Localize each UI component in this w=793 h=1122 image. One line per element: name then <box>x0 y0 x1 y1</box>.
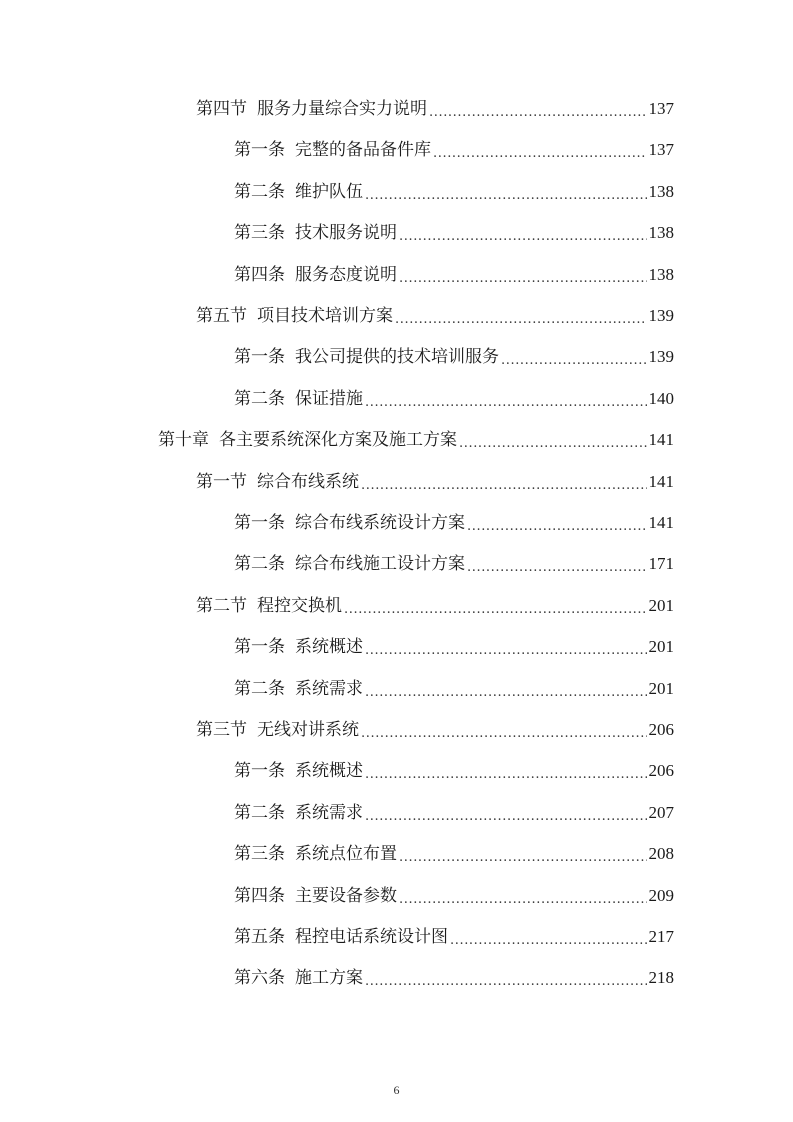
toc-entry-page: 208 <box>648 844 674 863</box>
dot-leader <box>361 467 647 497</box>
toc-entry-title: 服务态度说明 <box>295 265 397 285</box>
toc-entry-page: 207 <box>648 803 674 822</box>
toc-entry-page: 201 <box>648 596 674 615</box>
toc-entry[interactable] <box>234 549 674 579</box>
dot-leader <box>399 839 647 869</box>
toc-entry-number: 第三节 <box>196 720 247 740</box>
toc-entry-title: 程控交换机 <box>257 596 342 616</box>
toc-entry[interactable] <box>234 963 674 993</box>
dot-leader <box>467 508 647 538</box>
toc-entry-number: 第五节 <box>196 306 247 326</box>
toc-entry-page: 141 <box>648 513 674 532</box>
dot-leader <box>399 881 647 911</box>
toc-entry-number: 第三条 <box>234 223 285 243</box>
toc-entry-page: 209 <box>648 886 674 905</box>
dot-leader <box>450 922 647 952</box>
toc-entry[interactable] <box>158 425 674 455</box>
toc-entry-title: 综合布线施工设计方案 <box>295 554 465 574</box>
toc-entry[interactable] <box>196 467 674 497</box>
toc-entry-page: 139 <box>648 347 674 366</box>
dot-leader <box>365 384 647 414</box>
toc-entry-number: 第一条 <box>234 347 285 367</box>
toc-entry-number: 第四节 <box>196 99 247 119</box>
page-number: 6 <box>393 1083 400 1097</box>
toc-entry[interactable] <box>234 342 674 372</box>
toc-entry[interactable] <box>234 508 674 538</box>
toc-entry-title: 施工方案 <box>295 968 363 988</box>
toc-entry-title: 系统概述 <box>295 761 363 781</box>
toc-entry-page: 206 <box>648 720 674 739</box>
toc-entry-page: 137 <box>648 99 674 118</box>
toc-entry-number: 第二条 <box>234 389 285 409</box>
toc-entry-number: 第三条 <box>234 844 285 864</box>
toc-entry[interactable] <box>196 94 674 124</box>
dot-leader <box>429 94 647 124</box>
dot-leader <box>399 260 647 290</box>
toc-entry-number: 第四条 <box>234 886 285 906</box>
toc-entry[interactable] <box>234 756 674 786</box>
toc-entry[interactable] <box>234 922 674 952</box>
toc-entry-number: 第一节 <box>196 472 247 492</box>
toc-entry-title: 完整的备品备件库 <box>295 140 431 160</box>
toc-entry-page: 218 <box>648 968 674 987</box>
toc-entry-title: 我公司提供的技术培训服务 <box>295 347 499 367</box>
toc-entry-page: 206 <box>648 761 674 780</box>
toc-entry-number: 第一条 <box>234 637 285 657</box>
toc-entry-title: 系统概述 <box>295 637 363 657</box>
toc-entry-title: 程控电话系统设计图 <box>295 927 448 947</box>
toc-entry[interactable] <box>234 135 674 165</box>
toc-entry-number: 第二条 <box>234 679 285 699</box>
toc-entry-title: 主要设备参数 <box>295 886 397 906</box>
toc-entry-page: 138 <box>648 182 674 201</box>
toc-entry[interactable] <box>234 881 674 911</box>
dot-leader <box>459 425 647 455</box>
dot-leader <box>361 715 647 745</box>
toc-entry-number: 第二节 <box>196 596 247 616</box>
toc-entry[interactable] <box>234 632 674 662</box>
toc-entry-number: 第十章 <box>158 430 209 450</box>
toc-entry[interactable] <box>234 218 674 248</box>
toc-entry[interactable] <box>234 177 674 207</box>
toc-entry-number: 第四条 <box>234 265 285 285</box>
toc-entry-number: 第一条 <box>234 140 285 160</box>
dot-leader <box>433 135 647 165</box>
toc-entry[interactable] <box>196 591 674 621</box>
toc-entry[interactable] <box>196 301 674 331</box>
toc-entry-number: 第二条 <box>234 803 285 823</box>
toc-entry[interactable] <box>234 839 674 869</box>
toc-entry-title: 项目技术培训方案 <box>257 306 393 326</box>
toc-entry[interactable] <box>234 674 674 704</box>
toc-entry-page: 137 <box>648 140 674 159</box>
toc-entry-title: 维护队伍 <box>295 182 363 202</box>
dot-leader <box>501 342 647 372</box>
toc-entry-page: 171 <box>648 554 674 573</box>
toc-entry-number: 第五条 <box>234 927 285 947</box>
dot-leader <box>395 301 647 331</box>
toc-entry[interactable] <box>234 798 674 828</box>
dot-leader <box>365 756 647 786</box>
toc-entry-title: 无线对讲系统 <box>257 720 359 740</box>
toc-entry-number: 第一条 <box>234 761 285 781</box>
toc-entry-page: 139 <box>648 306 674 325</box>
dot-leader <box>467 549 647 579</box>
toc-entry-title: 技术服务说明 <box>295 223 397 243</box>
toc-entry-number: 第一条 <box>234 513 285 533</box>
toc-entry[interactable] <box>234 260 674 290</box>
toc-entry-number: 第二条 <box>234 182 285 202</box>
dot-leader <box>365 963 647 993</box>
toc-entry-title: 系统需求 <box>295 679 363 699</box>
toc-entry-title: 各主要系统深化方案及施工方案 <box>219 430 457 450</box>
toc-entry-page: 141 <box>648 430 674 449</box>
toc-entry[interactable] <box>196 715 674 745</box>
dot-leader <box>344 591 647 621</box>
toc-entry-page: 141 <box>648 472 674 491</box>
dot-leader <box>365 632 647 662</box>
toc-entry-page: 140 <box>648 389 674 408</box>
dot-leader <box>365 798 647 828</box>
toc-entry-page: 138 <box>648 265 674 284</box>
toc-entry[interactable] <box>234 384 674 414</box>
toc-entry-page: 138 <box>648 223 674 242</box>
toc-entry-title: 服务力量综合实力说明 <box>257 99 427 119</box>
toc-entry-title: 系统需求 <box>295 803 363 823</box>
toc-entry-number: 第二条 <box>234 554 285 574</box>
toc-entry-page: 201 <box>648 637 674 656</box>
toc-entry-title: 保证措施 <box>295 389 363 409</box>
toc-entry-title: 综合布线系统设计方案 <box>295 513 465 533</box>
toc-entry-number: 第六条 <box>234 968 285 988</box>
dot-leader <box>399 218 647 248</box>
toc-entry-title: 综合布线系统 <box>257 472 359 492</box>
toc-entry-title: 系统点位布置 <box>295 844 397 864</box>
toc-entry-page: 201 <box>648 679 674 698</box>
dot-leader <box>365 674 647 704</box>
dot-leader <box>365 177 647 207</box>
toc-entry-page: 217 <box>648 927 674 946</box>
